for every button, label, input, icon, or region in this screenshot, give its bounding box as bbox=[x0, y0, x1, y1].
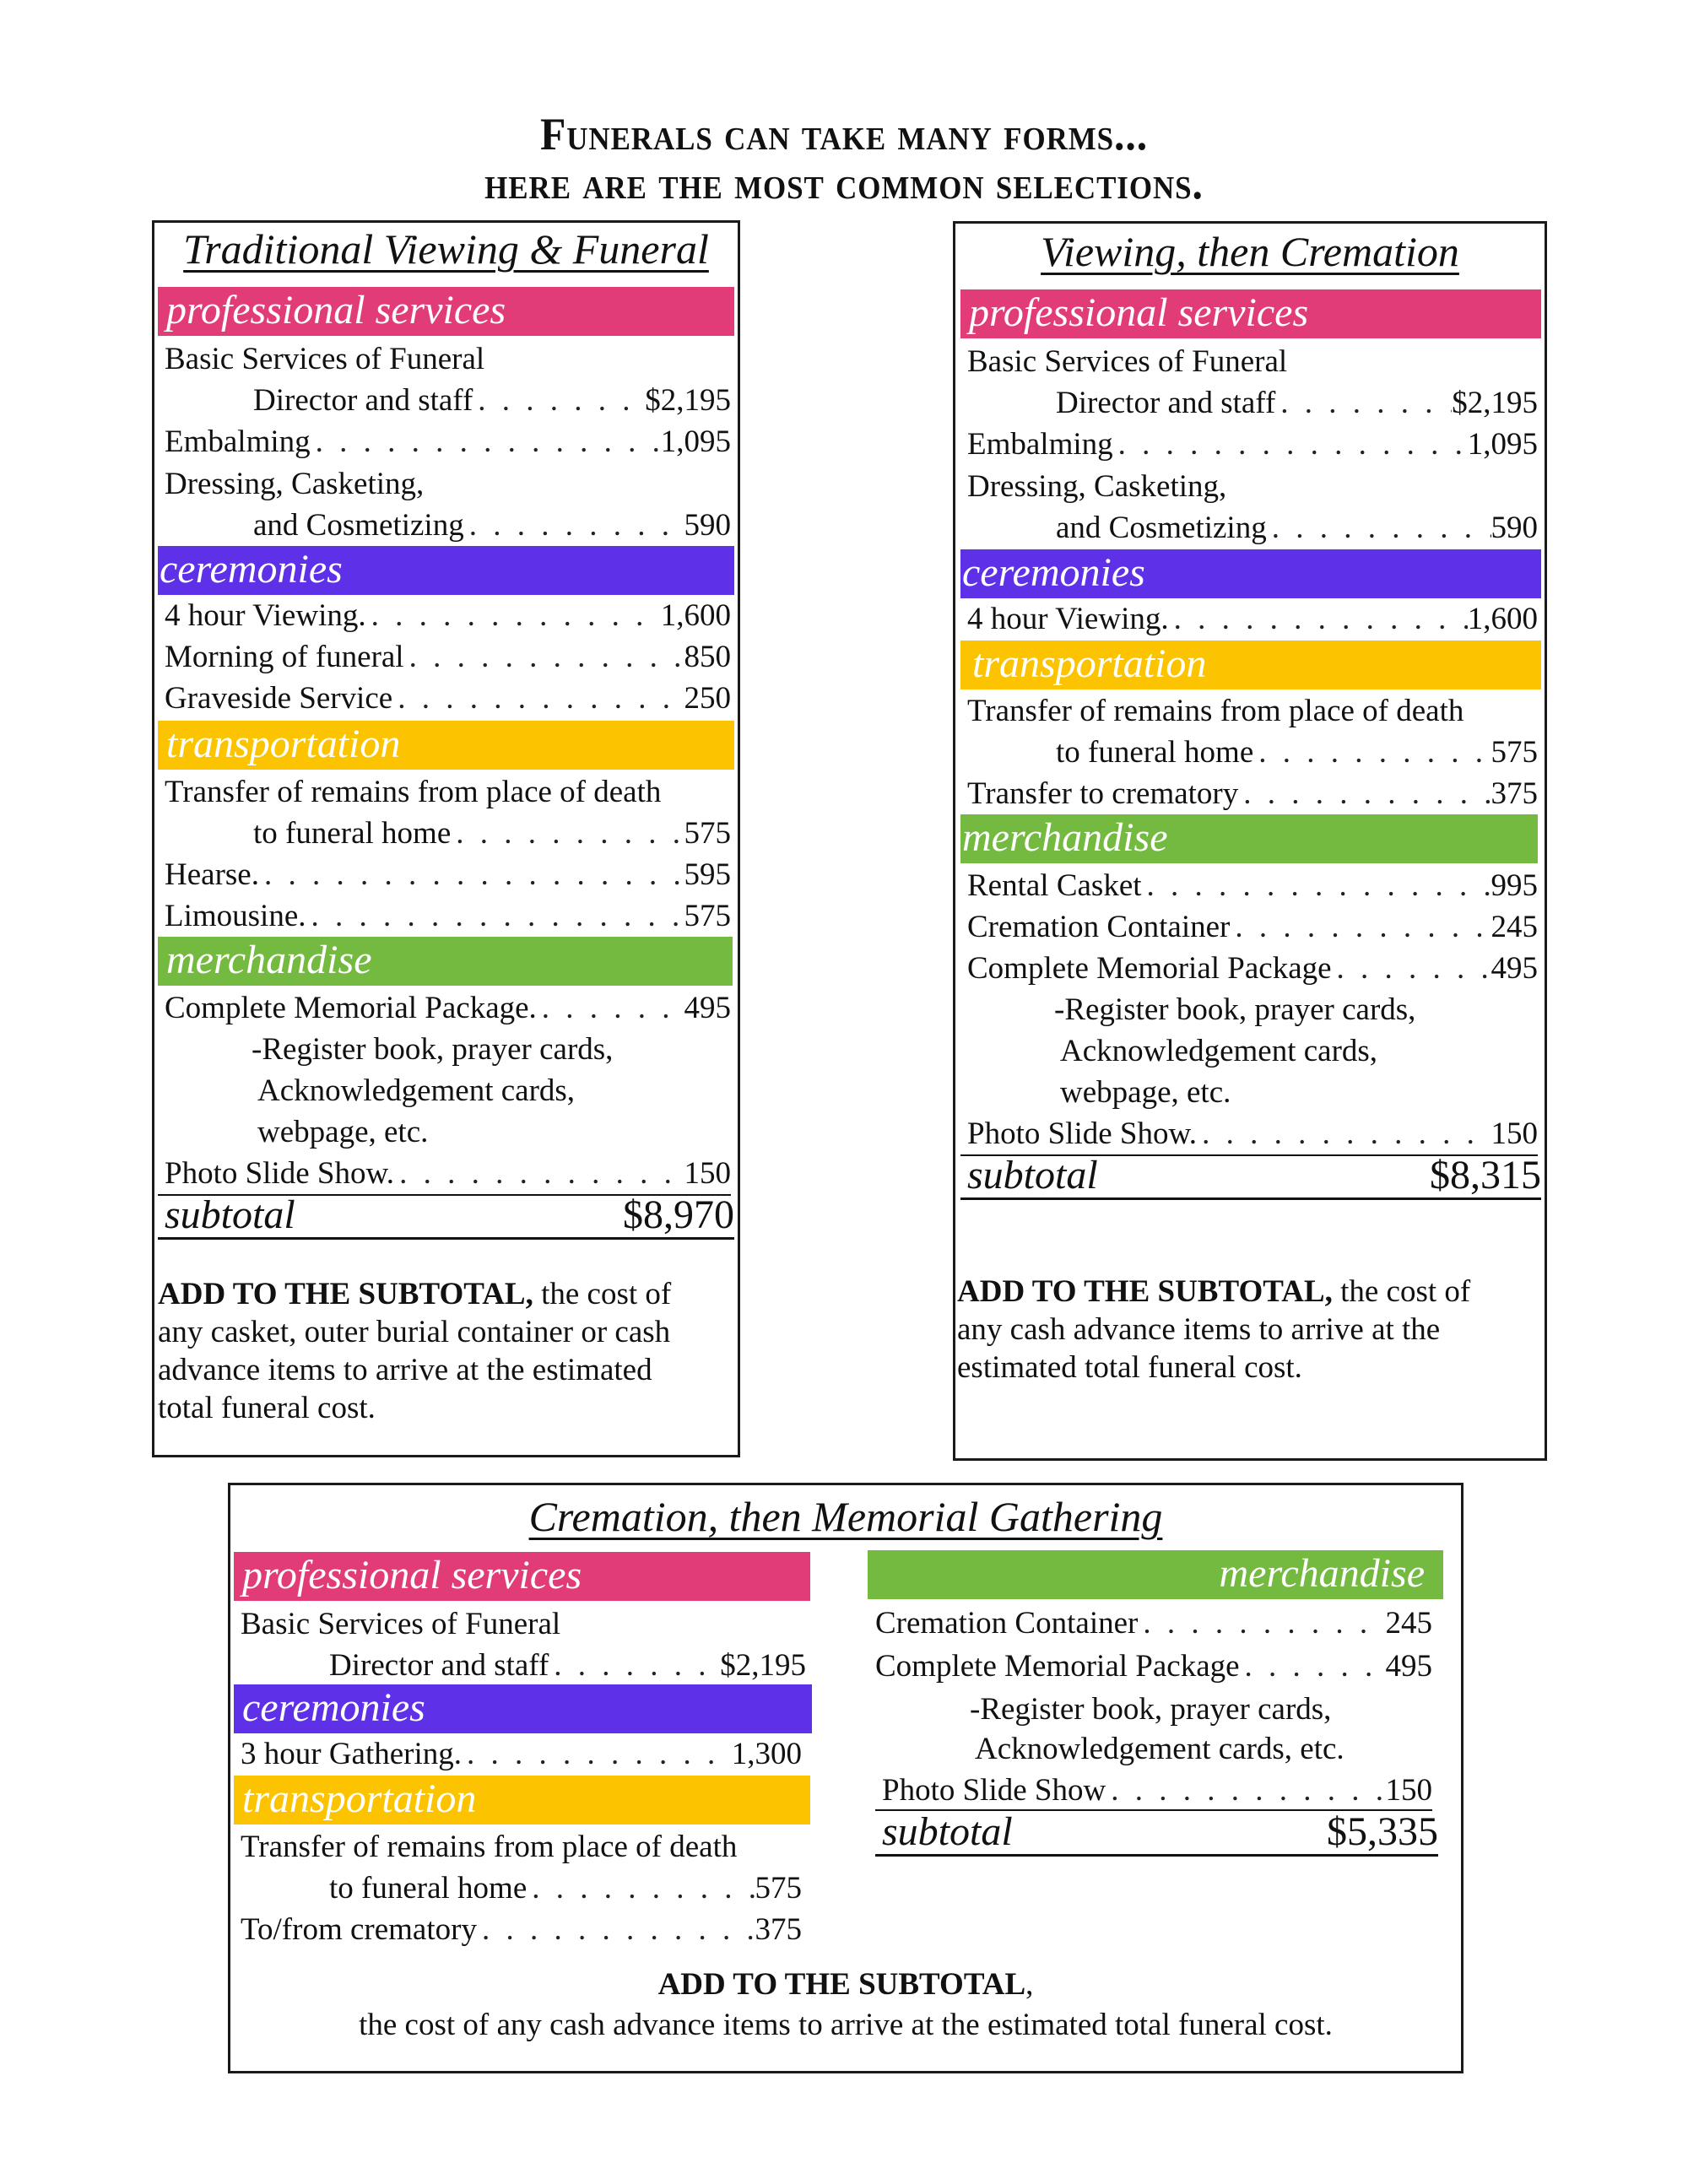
line-item bbox=[967, 732, 1538, 773]
leader-dots bbox=[1253, 732, 1491, 773]
item-label: Photo Slide Show. bbox=[165, 1156, 395, 1191]
note-emphasis: ADD TO THE SUBTOTAL, bbox=[158, 1277, 533, 1311]
item-price: 245 bbox=[1491, 910, 1538, 944]
line-item bbox=[165, 678, 731, 719]
item-price: 575 bbox=[684, 816, 731, 851]
line-item bbox=[967, 773, 1538, 814]
leader-dots bbox=[394, 1153, 684, 1194]
leader-dots bbox=[259, 854, 684, 895]
section-transportation: transportation bbox=[234, 1776, 810, 1825]
section-ceremonies: ceremonies bbox=[960, 549, 1541, 598]
leader-dots bbox=[1169, 598, 1468, 640]
item-label: 3 hour Gathering. bbox=[241, 1737, 463, 1771]
package-detail: -Register book, prayer cards, bbox=[1054, 992, 1416, 1027]
section-professional-services: professional services bbox=[158, 287, 734, 336]
line-item bbox=[241, 1645, 806, 1686]
item-label: Complete Memorial Package bbox=[875, 1649, 1240, 1684]
item-label: Dressing, Casketing, bbox=[165, 467, 425, 501]
note-text: advance items to arrive at the estimated bbox=[158, 1353, 652, 1387]
note-comma: , bbox=[1025, 1967, 1034, 2002]
item-label: Basic Services of Funeral bbox=[165, 342, 485, 376]
item-price: 575 bbox=[684, 899, 731, 933]
item-label: to funeral home bbox=[253, 816, 452, 851]
leader-dots bbox=[1240, 1646, 1386, 1687]
note-emphasis: ADD TO THE SUBTOTAL, bbox=[957, 1274, 1333, 1309]
headline-line-2: here are the most common selections. bbox=[484, 158, 1204, 208]
subtotal-value: $8,970 bbox=[623, 1192, 734, 1237]
line-item bbox=[241, 1733, 802, 1775]
note-text: the cost of bbox=[1332, 1274, 1471, 1309]
package-title: Cremation, then Memorial Gathering bbox=[528, 1493, 1163, 1540]
subtotal-label: subtotal bbox=[165, 1192, 295, 1237]
leader-dots bbox=[1197, 1113, 1491, 1154]
package-viewing-cremation bbox=[953, 221, 1547, 1461]
item-price: 495 bbox=[1491, 951, 1538, 986]
subtotal-row bbox=[158, 1193, 734, 1240]
item-label: Hearse. bbox=[165, 857, 259, 892]
note-text: any cash advance items to arrive at the bbox=[957, 1312, 1441, 1347]
item-label: Embalming bbox=[165, 424, 311, 459]
note-text: estimated total funeral cost. bbox=[957, 1350, 1302, 1385]
package-cremation-memorial bbox=[228, 1483, 1463, 2073]
subtotal-row bbox=[875, 1810, 1438, 1857]
item-price: 495 bbox=[1385, 1649, 1432, 1684]
section-label: merchandise bbox=[1219, 1551, 1425, 1596]
line-item bbox=[875, 1770, 1432, 1811]
item-label: Transfer to crematory bbox=[967, 776, 1239, 811]
line-item bbox=[875, 1646, 1432, 1687]
line-item bbox=[967, 865, 1538, 906]
section-ceremonies: ceremonies bbox=[158, 546, 734, 595]
item-label: Photo Slide Show. bbox=[967, 1116, 1198, 1151]
item-label: Basic Services of Funeral bbox=[967, 344, 1288, 379]
item-label: Embalming bbox=[967, 427, 1113, 462]
line-item bbox=[165, 505, 731, 546]
item-price: 850 bbox=[684, 640, 731, 674]
item-price: 250 bbox=[684, 681, 731, 716]
item-label: Cremation Container bbox=[967, 910, 1231, 944]
section-ceremonies: ceremonies bbox=[234, 1684, 812, 1733]
headline-line-1: Funerals can take many forms... bbox=[539, 109, 1149, 159]
line-item bbox=[967, 948, 1538, 989]
item-price: $2,195 bbox=[1452, 386, 1538, 420]
package-detail: -Register book, prayer cards, bbox=[252, 1032, 614, 1067]
package-detail: webpage, etc. bbox=[257, 1115, 429, 1149]
section-professional-services: professional services bbox=[960, 289, 1541, 338]
line-item bbox=[241, 1868, 802, 1909]
note-text: the cost of any cash advance items to arrive at the estimated total funeral cost. bbox=[359, 2008, 1333, 2042]
section-professional-services: professional services bbox=[234, 1552, 810, 1601]
subtotal-label: subtotal bbox=[967, 1153, 1098, 1197]
package-detail: Acknowledgement cards, etc. bbox=[975, 1732, 1344, 1766]
note-text: total funeral cost. bbox=[158, 1391, 376, 1425]
item-label: Transfer of remains from place of death bbox=[165, 775, 662, 809]
leader-dots bbox=[311, 421, 661, 462]
subtotal-note bbox=[158, 1275, 729, 1427]
item-price: 590 bbox=[1491, 511, 1538, 545]
line-item bbox=[165, 987, 731, 1029]
package-traditional bbox=[152, 220, 740, 1457]
item-price: 575 bbox=[755, 1871, 802, 1906]
section-transportation: transportation bbox=[960, 641, 1541, 689]
item-price: 1,600 bbox=[660, 598, 731, 633]
line-item bbox=[967, 424, 1538, 465]
note-text: the cost of bbox=[533, 1277, 672, 1311]
leader-dots bbox=[1106, 1770, 1385, 1809]
line-item bbox=[241, 1909, 802, 1950]
item-price: 995 bbox=[1491, 868, 1538, 903]
leader-dots bbox=[464, 505, 684, 546]
leader-dots bbox=[306, 895, 684, 937]
line-item bbox=[165, 595, 731, 636]
leader-dots bbox=[1230, 906, 1491, 948]
subtotal-value: $5,335 bbox=[1327, 1809, 1438, 1854]
line-item bbox=[165, 380, 731, 421]
line-item bbox=[875, 1603, 1432, 1644]
package-title: Traditional Viewing & Funeral bbox=[183, 225, 709, 273]
leader-dots bbox=[462, 1733, 732, 1775]
item-price: 590 bbox=[684, 508, 731, 543]
item-label: Photo Slide Show bbox=[882, 1773, 1106, 1808]
leader-dots bbox=[404, 636, 684, 678]
item-label: Transfer of remains from place of death bbox=[967, 694, 1464, 728]
leader-dots bbox=[392, 678, 684, 719]
item-price: 150 bbox=[1385, 1773, 1432, 1808]
item-price: 1,600 bbox=[1467, 602, 1538, 636]
item-price: 1,095 bbox=[1467, 427, 1538, 462]
line-item bbox=[967, 382, 1538, 424]
item-label: 4 hour Viewing. bbox=[165, 598, 366, 633]
line-item bbox=[165, 895, 731, 937]
item-price: 595 bbox=[684, 857, 731, 892]
item-label: to funeral home bbox=[329, 1871, 528, 1906]
item-label: Director and staff bbox=[253, 383, 473, 418]
section-transportation: transportation bbox=[158, 721, 734, 770]
item-price: 375 bbox=[755, 1912, 802, 1947]
item-price: 575 bbox=[1491, 735, 1538, 770]
item-price: 245 bbox=[1385, 1606, 1432, 1641]
package-detail: Acknowledgement cards, bbox=[1060, 1034, 1378, 1068]
leader-dots bbox=[549, 1645, 720, 1686]
leader-dots bbox=[1332, 948, 1491, 989]
item-price: 150 bbox=[1491, 1116, 1538, 1151]
section-merchandise bbox=[868, 1550, 1443, 1599]
item-price: 375 bbox=[1491, 776, 1538, 811]
line-item bbox=[967, 906, 1538, 948]
package-detail: Acknowledgement cards, bbox=[257, 1073, 576, 1108]
section-merchandise: merchandise bbox=[960, 814, 1538, 863]
leader-dots bbox=[451, 813, 684, 854]
item-label: To/from crematory bbox=[241, 1912, 477, 1947]
item-label: Transfer of remains from place of death bbox=[241, 1830, 738, 1864]
line-item bbox=[165, 813, 731, 854]
item-label: Rental Casket bbox=[967, 868, 1142, 903]
subtotal-note bbox=[230, 1965, 1461, 2046]
line-item bbox=[967, 507, 1538, 549]
item-label: 4 hour Viewing. bbox=[967, 602, 1169, 636]
package-detail: -Register book, prayer cards, bbox=[970, 1692, 1332, 1727]
leader-dots bbox=[473, 380, 645, 421]
leader-dots bbox=[1267, 507, 1491, 549]
item-label: Dressing, Casketing, bbox=[967, 469, 1227, 504]
leader-dots bbox=[1138, 1603, 1385, 1644]
item-label: Director and staff bbox=[1056, 386, 1276, 420]
item-label: Limousine. bbox=[165, 899, 306, 933]
line-item bbox=[967, 598, 1538, 640]
leader-dots bbox=[1142, 865, 1491, 906]
item-label: Director and staff bbox=[329, 1648, 549, 1683]
item-price: 1,300 bbox=[731, 1737, 802, 1771]
leader-dots bbox=[1275, 382, 1452, 424]
leader-dots bbox=[477, 1909, 755, 1950]
line-item bbox=[165, 421, 731, 462]
item-label: Basic Services of Funeral bbox=[241, 1607, 561, 1641]
line-item bbox=[960, 1113, 1538, 1156]
item-label: Morning of funeral bbox=[165, 640, 404, 674]
item-price: 150 bbox=[684, 1156, 731, 1191]
package-detail: webpage, etc. bbox=[1060, 1075, 1231, 1110]
item-label: and Cosmetizing bbox=[1056, 511, 1267, 545]
item-price: 495 bbox=[684, 991, 731, 1025]
leader-dots bbox=[527, 1868, 755, 1909]
item-label: and Cosmetizing bbox=[253, 508, 464, 543]
leader-dots bbox=[1238, 773, 1491, 814]
leader-dots bbox=[366, 595, 661, 636]
subtotal-label: subtotal bbox=[882, 1809, 1013, 1854]
note-text: any casket, outer burial container or cash bbox=[158, 1315, 671, 1349]
leader-dots bbox=[1113, 424, 1468, 465]
item-price: $2,195 bbox=[645, 383, 731, 418]
item-label: Graveside Service bbox=[165, 681, 393, 716]
item-price: 1,095 bbox=[660, 424, 731, 459]
subtotal-row bbox=[960, 1154, 1541, 1200]
item-label: to funeral home bbox=[1056, 735, 1254, 770]
line-item bbox=[165, 636, 731, 678]
item-label: Complete Memorial Package. bbox=[165, 991, 537, 1025]
package-title: Viewing, then Cremation bbox=[1041, 228, 1459, 275]
item-label: Cremation Container bbox=[875, 1606, 1139, 1641]
subtotal-note bbox=[957, 1273, 1536, 1387]
section-merchandise: merchandise bbox=[158, 937, 733, 986]
subtotal-value: $8,315 bbox=[1430, 1153, 1541, 1197]
item-price: $2,195 bbox=[720, 1648, 806, 1683]
leader-dots bbox=[537, 987, 684, 1029]
line-item bbox=[158, 1153, 731, 1196]
item-label: Complete Memorial Package bbox=[967, 951, 1332, 986]
note-emphasis: ADD TO THE SUBTOTAL bbox=[657, 1967, 1026, 2002]
line-item bbox=[165, 854, 731, 895]
